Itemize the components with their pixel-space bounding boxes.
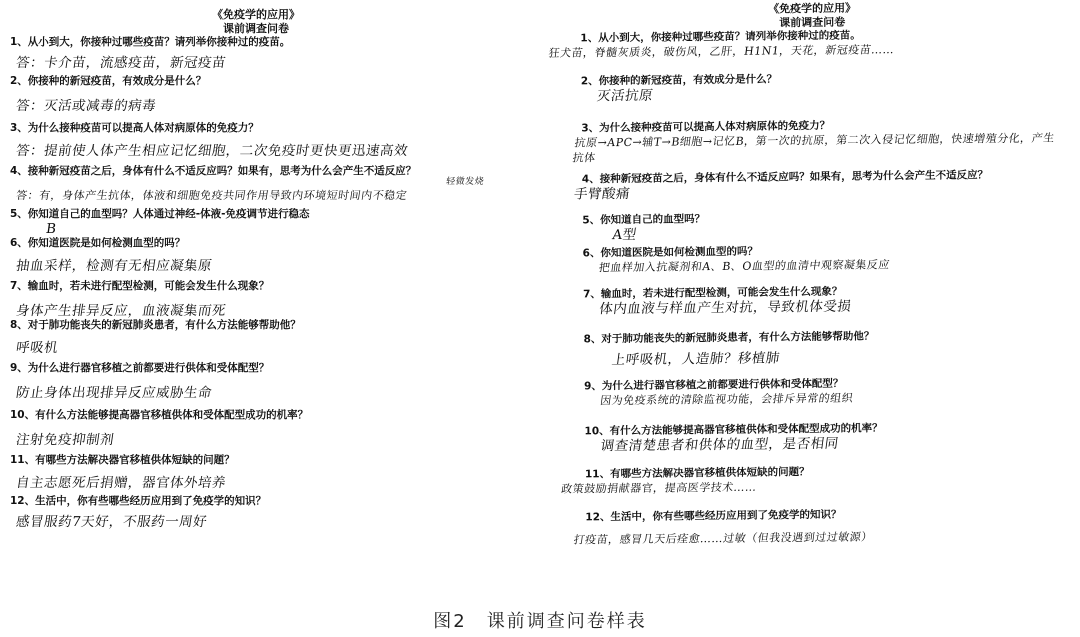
left-question-1: 1、从小到大，你接种过哪些疫苗？请列举你接种过的疫苗。 <box>10 36 291 48</box>
right-answer-4: 手臂酸痛 <box>572 185 632 203</box>
right-answer-11: 政策鼓励捐献器官，提高医学技术…… <box>560 480 758 496</box>
right-subtitle: 课前调查问卷 <box>779 15 846 30</box>
right-answer-3: 抗原→APC→辅T→B细胞→记忆B，第一次的抗原，第二次入侵记忆细胞，快速增殖分化，产生抗体 <box>571 131 1056 165</box>
left-answer-4-note: 轻微发烧 <box>445 177 485 187</box>
right-answer-8: 上呼吸机，人造肺？移植肺 <box>610 350 781 369</box>
left-question-8: 8、对于肺功能丧失的新冠肺炎患者，有什么方法能够帮助他？ <box>10 319 301 331</box>
left-question-2: 2、你接种的新冠疫苗，有效成分是什么？ <box>10 75 207 87</box>
left-answer-4: 答：有，身体产生抗体，体液和细胞免疫共同作用导致内环境短时间内不稳定 <box>15 189 408 202</box>
right-question-5: 5、你知道自己的血型吗？ <box>582 213 706 227</box>
left-answer-11: 自主志愿死后捐赠，器官体外培养 <box>14 475 228 491</box>
right-question-7: 7、输血时，若未进行配型检测，可能会发生什么现象？ <box>583 285 843 301</box>
right-question-3: 3、为什么接种疫苗可以提高人体对病原体的免疫力？ <box>581 119 831 135</box>
right-question-6: 6、你知道医院是如何检测血型的吗？ <box>582 245 759 260</box>
left-question-10: 10、有什么方法能够提高器官移植供体和受体配型成功的机率？ <box>10 409 309 421</box>
right-answer-5: A型 <box>611 226 638 244</box>
left-answer-6: 抽血采样，检测有无相应凝集原 <box>14 258 214 274</box>
left-question-11: 11、有哪些方法解决器官移植供体短缺的问题？ <box>10 454 235 466</box>
right-question-12: 12、生活中，你有些哪些经历应用到了免疫学的知识？ <box>585 508 842 524</box>
left-question-12: 12、生活中，你有些哪些经历应用到了免疫学的知识？ <box>10 495 267 507</box>
left-question-4: 4、接种新冠疫苗之后，身体有什么不适反应吗？如果有，思考为什么会产生不适反应？ <box>10 165 417 177</box>
right-answer-2: 灭活抗原 <box>595 87 655 105</box>
right-answer-6: 把血样加入抗凝剂和A、B、O血型的血清中观察凝集反应 <box>598 258 891 275</box>
right-answer-12: 打疫苗，感冒几天后痊愈……过敏（但我没遇到过过敏源） <box>572 530 874 547</box>
right-questionnaire <box>548 0 1080 603</box>
right-question-9: 9、为什么进行器官移植之前都要进行供体和受体配型？ <box>583 377 844 393</box>
right-answer-10: 调查清楚患者和供体的血型，是否相同 <box>599 435 840 455</box>
left-question-9: 9、为什么进行器官移植之前都要进行供体和受体配型？ <box>10 362 270 374</box>
figure-caption: 图2 课前调查问卷样表 <box>433 611 647 632</box>
left-answer-8: 呼吸机 <box>14 340 60 356</box>
left-question-3: 3、为什么接种疫苗可以提高人体对病原体的免疫力？ <box>10 122 259 134</box>
left-questionnaire <box>6 0 506 600</box>
left-question-5: 5、你知道自己的血型吗？人体通过神经-体液-免疫调节进行稳态 <box>10 208 310 220</box>
right-question-10: 10、有什么方法能够提高器官移植供体和受体配型成功的机率？ <box>584 422 883 438</box>
right-answer-9: 因为免疫系统的清除监视功能，会排斥异常的组织 <box>599 391 855 408</box>
left-answer-3: 答：提前使人体产生相应记忆细胞，二次免疫时更快更迅速高效 <box>14 143 410 159</box>
right-question-4: 4、接种新冠疫苗之后，身体有什么不适反应吗？如果有，思考为什么会产生不适反应？ <box>581 169 989 186</box>
left-answer-5: B <box>44 221 58 237</box>
right-question-8: 8、对于肺功能丧失的新冠肺炎患者，有什么方法能够帮助他？ <box>583 330 875 346</box>
left-answer-4-wrap <box>6 178 506 208</box>
left-title: 《免疫学的应用》 <box>212 8 300 21</box>
left-subtitle: 课前调查问卷 <box>223 22 289 35</box>
left-answer-10: 注射免疫抑制剂 <box>14 432 116 448</box>
left-answer-1: 答：卡介苗，流感疫苗，新冠疫苗 <box>14 55 228 71</box>
left-question-7: 7、输血时，若未进行配型检测，可能会发生什么现象？ <box>10 280 270 292</box>
right-question-2: 2、你接种的新冠疫苗，有效成分是什么？ <box>580 73 778 88</box>
right-question-1: 1、从小到大，你接种过哪些疫苗？请列举你接种过的疫苗。 <box>580 29 861 45</box>
right-answer-7: 体内血液与样血产生对抗，导致机体受损 <box>598 298 853 318</box>
right-title: 《免疫学的应用》 <box>768 1 857 16</box>
left-answer-7: 身体产生排异反应，血液凝集而死 <box>14 303 228 319</box>
left-answer-12: 感冒服药7天好，不服药一周好 <box>14 514 209 530</box>
right-answer-1: 狂犬苗，脊髓灰质炎，破伤风，乙肝，H1N1，天花，新冠疫苗…… <box>547 43 896 60</box>
right-question-11: 11、有哪些方法解决器官移植供体短缺的问题？ <box>584 466 810 481</box>
left-answer-9: 防止身体出现排异反应威胁生命 <box>14 385 214 401</box>
left-answer-2: 答：灭活或减毒的病毒 <box>14 98 158 114</box>
left-question-6: 6、你知道医院是如何检测血型的吗？ <box>10 237 186 249</box>
